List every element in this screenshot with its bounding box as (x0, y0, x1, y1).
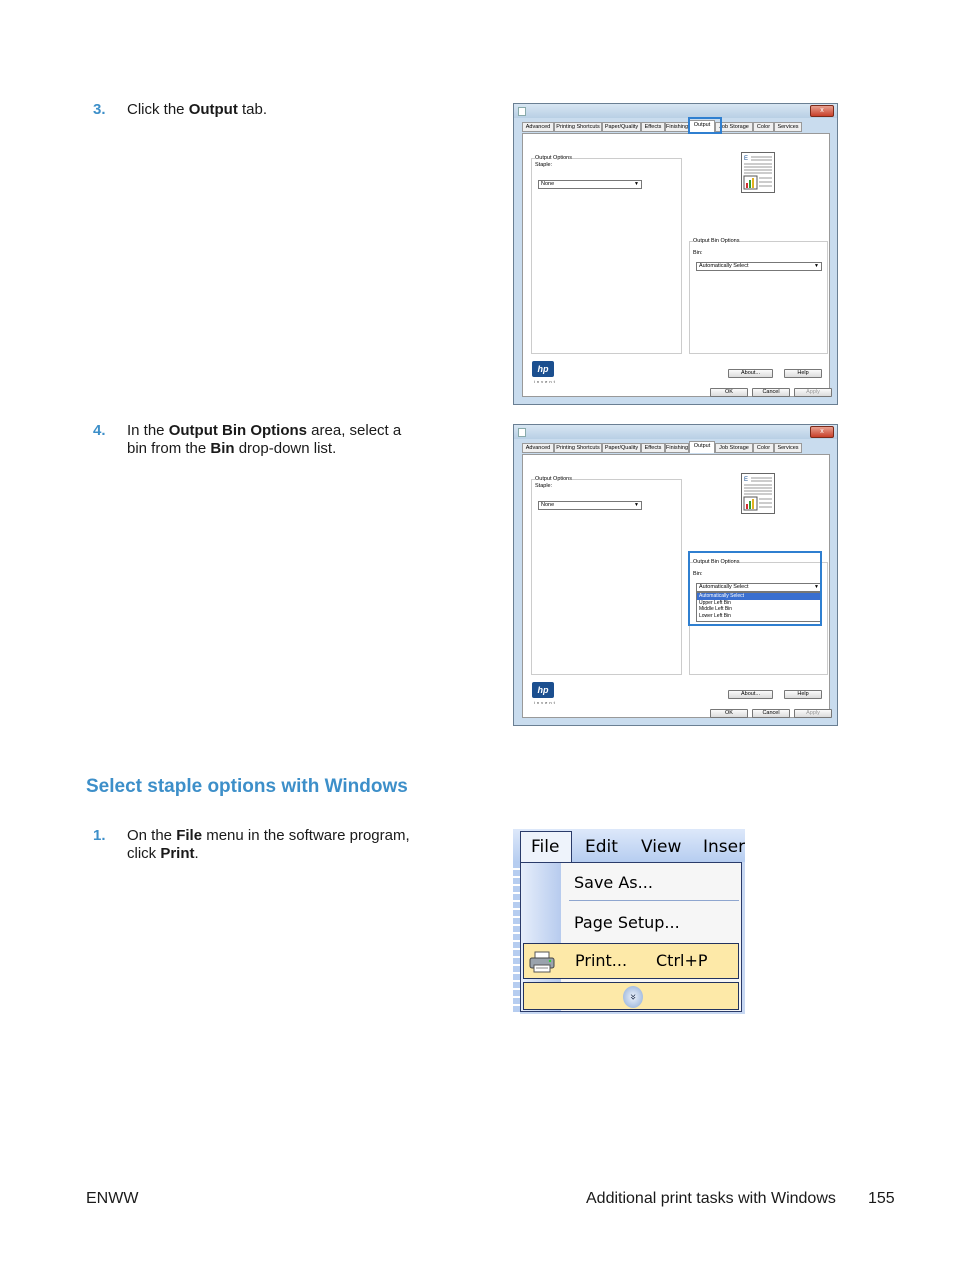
svg-text:E: E (744, 477, 749, 483)
step-text-part: . (194, 845, 199, 862)
step-line (127, 440, 401, 458)
staple-label: Staple: (535, 162, 553, 168)
hp-logo: hp (532, 361, 554, 377)
tab-finishing[interactable]: Finishing (666, 445, 689, 451)
tab-color[interactable]: Color (753, 122, 774, 132)
close-button[interactable]: x (810, 426, 834, 438)
tab-paper-quality[interactable]: Paper/Quality (602, 122, 641, 132)
page-number: 155 (868, 1190, 895, 1207)
bin-select[interactable] (696, 262, 822, 271)
step-3-text (127, 101, 267, 119)
step-text-bold: Print (160, 845, 195, 862)
tab-output[interactable]: Output (689, 441, 715, 453)
menu-view[interactable]: View (641, 837, 682, 857)
print-shortcut: Ctrl+P (656, 951, 708, 970)
step-text-part: Click the (127, 101, 189, 118)
step-text-bold: Bin (210, 440, 235, 457)
cancel-button[interactable]: Cancel (752, 709, 790, 718)
page-preview-icon (741, 473, 775, 514)
printer-properties-dialog (513, 103, 838, 405)
staple-value: None (541, 502, 555, 508)
step-text-part: In the (127, 422, 169, 439)
bin-label: Bin: (693, 571, 703, 577)
staple-select[interactable] (538, 180, 642, 189)
output-bin-options-highlight (688, 551, 822, 626)
menu-bar (513, 829, 745, 862)
step-text-part: On the (127, 827, 177, 844)
step-text-part: bin from the (127, 440, 211, 457)
output-bin-options-label: Output Bin Options (693, 559, 740, 565)
bin-option-automatically-select[interactable]: Automatically Select (697, 593, 821, 600)
help-button[interactable]: Help (784, 369, 822, 378)
step-text-bold: Output Bin Options (168, 422, 308, 439)
dialog-title-bar (514, 425, 837, 439)
step-line (127, 845, 410, 863)
bin-option-middle-left[interactable]: Middle Left Bin (699, 606, 733, 612)
staple-label: Staple: (535, 483, 553, 489)
menu-item-page-setup[interactable]: Page Setup... (574, 913, 680, 932)
menu-item-save-as[interactable]: Save As... (574, 873, 653, 892)
step-text-part: click (127, 845, 161, 862)
staple-select[interactable] (538, 501, 642, 510)
output-tab-highlight (688, 117, 722, 134)
bin-option-lower-left[interactable]: Lower Left Bin (699, 612, 731, 619)
cancel-button[interactable]: Cancel (752, 388, 790, 397)
output-options-label: Output Options (535, 155, 572, 161)
tab-effects[interactable]: Effects (641, 122, 665, 132)
step-1-text (127, 827, 410, 863)
menu-expand-row[interactable] (523, 982, 739, 1010)
printer-icon (529, 951, 555, 973)
help-button[interactable]: Help (784, 690, 822, 699)
file-dropdown (520, 862, 742, 1012)
chevron-down-icon: ▼ (814, 263, 819, 269)
about-button[interactable]: About... (728, 369, 773, 378)
invent-tagline: invent (534, 379, 557, 384)
step-number: 1. (93, 827, 106, 844)
step-number: 4. (93, 422, 106, 439)
bin-option-upper-left[interactable]: Upper Left Bin (699, 599, 731, 606)
menu-item-print[interactable] (523, 943, 739, 979)
hp-logo: hp (532, 682, 554, 698)
menu-separator (569, 900, 739, 901)
menu-insert[interactable]: Inser (703, 837, 745, 857)
bin-value: Automatically Select (699, 263, 749, 269)
ok-button[interactable]: OK (710, 709, 748, 718)
step-line (127, 422, 401, 440)
output-bin-options-label: Output Bin Options (693, 238, 740, 244)
output-bin-options-group (689, 241, 828, 354)
tab-effects[interactable]: Effects (641, 443, 665, 453)
step-text-part: menu in the software program, (202, 827, 410, 844)
step-4-text (127, 422, 401, 458)
double-chevron-down-icon[interactable]: » (623, 986, 643, 1008)
chevron-down-icon: ▼ (634, 502, 639, 508)
tab-services[interactable]: Services (774, 122, 802, 132)
step-text-part: area, select a (307, 422, 402, 439)
svg-text:E: E (744, 156, 749, 162)
menu-file[interactable]: File (531, 837, 560, 857)
tab-printing-shortcuts[interactable]: Printing Shortcuts (554, 122, 602, 132)
window-icon (518, 428, 526, 437)
print-label: Print... (575, 951, 628, 970)
tab-job-storage[interactable]: Job Storage (715, 443, 753, 453)
menu-edit[interactable]: Edit (585, 837, 618, 857)
apply-button[interactable]: Apply (794, 388, 832, 397)
about-button[interactable]: About... (728, 690, 773, 699)
step-text-bold: File (176, 827, 203, 844)
page-preview-icon (741, 152, 775, 193)
tab-advanced[interactable]: Advanced (522, 122, 554, 132)
step-line (127, 827, 410, 845)
file-menu-screenshot (513, 829, 745, 1014)
tab-finishing[interactable]: Finishing (666, 124, 689, 130)
dialog-title-bar (514, 104, 837, 118)
tab-output[interactable]: Output (689, 120, 715, 132)
bin-label: Bin: (693, 250, 703, 256)
toolbar-strip (513, 862, 520, 1014)
output-options-label: Output Options (535, 476, 572, 482)
step-text-part: drop-down list. (234, 440, 337, 457)
step-number: 3. (93, 101, 106, 118)
section-heading: Select staple options with Windows (86, 776, 408, 797)
tab-panel (522, 133, 830, 397)
chevron-down-icon: ▼ (634, 181, 639, 187)
close-button[interactable]: x (810, 105, 834, 117)
apply-button[interactable]: Apply (794, 709, 832, 718)
tab-job-storage[interactable]: Job Storage (715, 122, 753, 132)
footer-section-title: Additional print tasks with Windows (586, 1190, 836, 1207)
footer-left: ENWW (86, 1190, 139, 1207)
tab-printing-shortcuts[interactable]: Printing Shortcuts (554, 443, 602, 453)
staple-value: None (541, 181, 555, 187)
window-icon (518, 107, 526, 116)
bin-value: Automatically Select (699, 584, 749, 590)
ok-button[interactable]: OK (710, 388, 748, 397)
step-text-part: tab. (237, 101, 268, 118)
tab-services[interactable]: Services (774, 443, 802, 453)
chevron-down-icon: ▼ (814, 584, 819, 590)
tab-color[interactable]: Color (753, 443, 774, 453)
tab-advanced[interactable]: Advanced (522, 443, 554, 453)
tab-paper-quality[interactable]: Paper/Quality (602, 443, 641, 453)
invent-tagline: invent (534, 700, 557, 705)
step-text-bold: Output (188, 101, 238, 118)
